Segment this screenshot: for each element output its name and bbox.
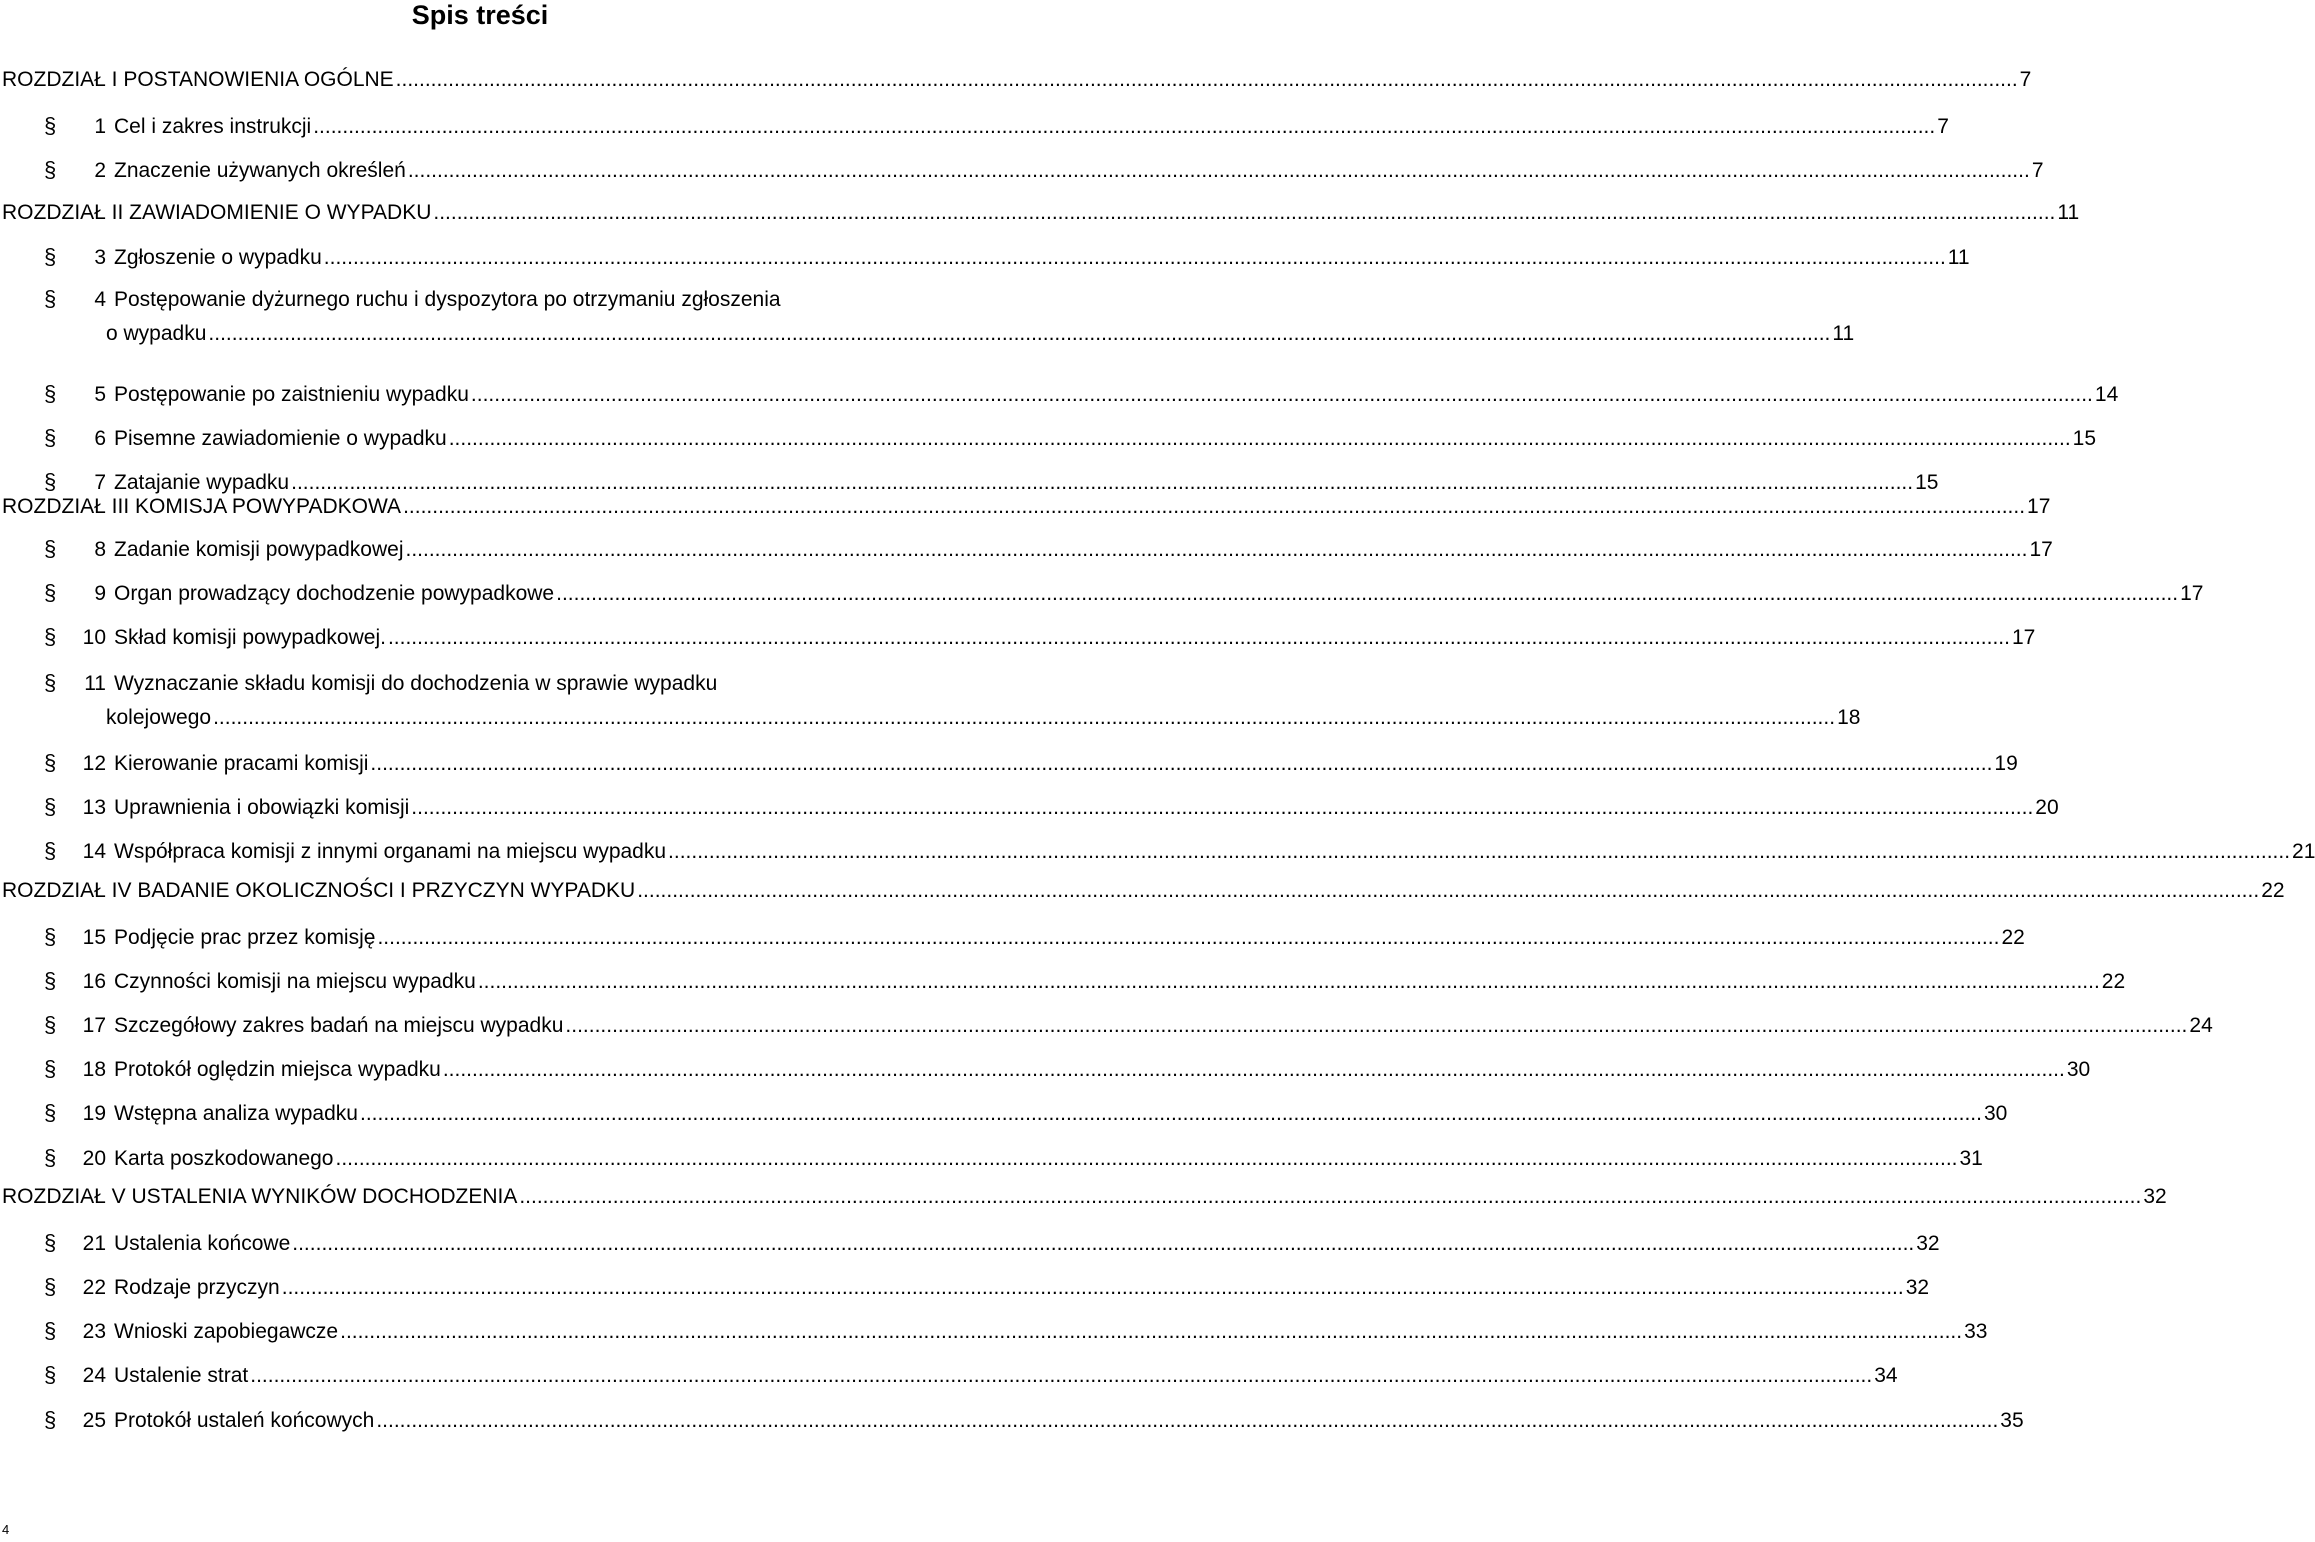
section-sign-icon: §	[44, 750, 57, 775]
page-number: 4	[2, 1522, 10, 1537]
toc-page-number: 17	[2029, 538, 2053, 561]
toc-leader-dots	[403, 490, 2025, 524]
toc-leader-dots	[556, 577, 2178, 611]
toc-chapter-title: ROZDZIAŁ V USTALENIA WYNIKÓW DOCHODZENIA	[2, 1185, 518, 1208]
toc-leader-dots	[408, 154, 2030, 188]
toc-page-number: 24	[2189, 1014, 2213, 1037]
section-sign-icon: §	[44, 1145, 57, 1170]
toc-section-title: Postępowanie po zaistnieniu wypadku	[114, 383, 469, 406]
section-sign-icon: §	[44, 1407, 57, 1432]
section-sign-icon: §	[44, 536, 57, 561]
page-title: Spis treści	[411, 0, 549, 30]
toc-leader-dots	[213, 701, 1835, 735]
toc-leader-dots	[336, 1142, 1958, 1176]
toc-chapter-row	[2, 874, 2285, 908]
section-sign-icon: §	[44, 624, 57, 649]
toc-page-number: 32	[1905, 1276, 1930, 1299]
toc-section-number: 11	[84, 672, 106, 695]
section-sign-icon: §	[44, 381, 57, 406]
toc-leader-dots	[471, 378, 2093, 412]
toc-chapter-title: ROZDZIAŁ IV BADANIE OKOLICZNOŚCI I PRZYCZYN WYPADKU	[2, 879, 636, 902]
toc-chapter-row	[2, 196, 2080, 230]
toc-chapter[interactable]	[2, 196, 2080, 230]
toc-leader-dots	[668, 835, 2290, 869]
toc-section-title: Zadanie komisji powypadkowej	[114, 538, 404, 561]
toc-section-title: Protokół oględzin miejsca wypadku	[114, 1058, 441, 1081]
section-sign-icon: §	[44, 580, 57, 605]
toc-section[interactable]	[44, 421, 2097, 456]
toc-leader-dots	[376, 1404, 1998, 1438]
toc-page-number: 7	[2031, 159, 2044, 182]
toc-leader-dots	[637, 874, 2259, 908]
toc-section-row	[44, 109, 1949, 144]
toc-section-title: Rodzaje przyczyn	[114, 1276, 280, 1299]
section-sign-icon: §	[44, 1012, 57, 1037]
toc-section[interactable]	[44, 964, 2126, 999]
toc-section-number: 21	[82, 1232, 106, 1255]
toc-page-number: 17	[2011, 626, 2036, 649]
toc-leader-dots	[340, 1315, 1962, 1349]
toc-page-number: 22	[2001, 926, 2025, 949]
toc-section-row	[44, 377, 2119, 412]
toc-section-title: Zgłoszenie o wypadku	[114, 246, 322, 269]
toc-section-title: Czynności komisji na miejscu wypadku	[114, 970, 476, 993]
toc-leader-dots	[360, 1097, 1982, 1131]
toc-leader-dots	[411, 791, 2033, 825]
toc-section-number: 12	[82, 752, 106, 775]
toc-section[interactable]	[44, 377, 2119, 412]
toc-section[interactable]	[44, 790, 2059, 825]
toc-page-number: 17	[2027, 495, 2051, 518]
toc-section-title: Kierowanie pracami komisji	[114, 752, 369, 775]
toc-section-row	[44, 576, 2204, 611]
toc-section-row	[44, 1314, 1988, 1349]
toc-section-number: 23	[82, 1320, 106, 1343]
section-sign-icon: §	[44, 157, 57, 182]
toc-section-number: 8	[94, 538, 106, 561]
section-sign-icon: §	[44, 1100, 57, 1125]
toc-section-row	[44, 790, 2059, 825]
toc-section-number: 22	[82, 1276, 106, 1299]
toc-section-number: 13	[82, 796, 106, 819]
section-sign-icon: §	[44, 1230, 57, 1255]
toc-chapter[interactable]	[2, 874, 2285, 908]
toc-section[interactable]	[44, 532, 2053, 567]
toc-section-title: Podjęcie prac przez komisję	[114, 926, 376, 949]
section-sign-icon: §	[44, 286, 57, 311]
toc-section-row	[44, 964, 2126, 999]
toc-page-number: 33	[1964, 1320, 1988, 1343]
toc-section-number: 7	[94, 471, 106, 494]
toc-leader-dots	[449, 422, 2071, 456]
toc-section-row	[44, 1052, 2091, 1087]
section-sign-icon: §	[44, 968, 57, 993]
section-sign-icon: §	[44, 1274, 57, 1299]
toc-section-title: Ustalenia końcowe	[114, 1232, 291, 1255]
toc-leader-dots	[282, 1271, 1904, 1305]
toc-section-title: Ustalenie strat	[114, 1364, 249, 1387]
toc-chapter-title: ROZDZIAŁ I POSTANOWIENIA OGÓLNE	[2, 68, 394, 91]
toc-page-number: 31	[1959, 1147, 1983, 1170]
toc-section[interactable]	[44, 1270, 1930, 1305]
toc-section-number: 5	[94, 383, 106, 406]
toc-section[interactable]	[44, 1314, 1988, 1349]
toc-section-row	[44, 282, 958, 317]
section-sign-icon: §	[44, 924, 57, 949]
toc-section-number: 15	[82, 926, 106, 949]
toc-page-number: 15	[1915, 471, 1939, 494]
toc-section-number: 16	[82, 970, 106, 993]
toc-page-number: 22	[2261, 879, 2285, 902]
toc-section-title: Uprawnienia i obowiązki komisji	[114, 796, 410, 819]
toc-section-row	[44, 1008, 2213, 1043]
toc-section-row	[44, 834, 2315, 869]
toc-section-title: Organ prowadzący dochodzenie powypadkowe	[114, 582, 555, 605]
toc-page-number: 11	[1832, 322, 1855, 345]
toc-chapter[interactable]	[2, 1180, 2167, 1214]
section-sign-icon: §	[44, 670, 57, 695]
toc-leader-dots	[405, 533, 2027, 567]
toc-section-number: 25	[82, 1409, 106, 1432]
toc-page-number: 32	[1916, 1232, 1940, 1255]
toc-page-number: 14	[2094, 383, 2119, 406]
toc-page-number: 15	[2072, 427, 2097, 450]
toc-section-number: 1	[94, 115, 106, 138]
toc-section[interactable]	[44, 1008, 2213, 1043]
toc-section[interactable]	[44, 920, 2025, 955]
toc-chapter[interactable]	[2, 490, 2051, 524]
toc-page-number: 35	[2000, 1409, 2024, 1432]
toc-section-title: Karta poszkodowanego	[114, 1147, 334, 1170]
toc-section-row	[44, 421, 2097, 456]
toc-section[interactable]	[44, 1141, 1983, 1176]
toc-section-number: 6	[94, 427, 106, 450]
toc-section-number: 24	[82, 1364, 106, 1387]
toc-leader-dots	[433, 196, 2055, 230]
toc-section[interactable]	[44, 109, 1949, 144]
toc-page-number: 32	[2143, 1185, 2167, 1208]
toc-leader-dots	[388, 621, 2010, 655]
toc-section-row	[44, 153, 2044, 188]
toc-section[interactable]	[44, 1226, 1940, 1261]
toc-chapter-row	[2, 490, 2051, 524]
toc-section-row	[44, 666, 958, 701]
toc-leader-dots	[519, 1180, 2141, 1214]
toc-section-number: 2	[94, 159, 106, 182]
toc-page-number: 34	[1874, 1364, 1898, 1387]
toc-leader-dots	[377, 921, 1999, 955]
toc-section-row	[44, 240, 1970, 275]
toc-page-number: 22	[2101, 970, 2126, 993]
toc-section-title: Znaczenie używanych określeń	[114, 159, 406, 182]
toc-section-title: Pisemne zawiadomienie o wypadku	[114, 427, 447, 450]
toc-section-title: Szczegółowy zakres badań na miejscu wypadku	[114, 1014, 564, 1037]
toc-section-title: Wyznaczanie składu komisji do dochodzenia w sprawie wypadku	[114, 672, 718, 695]
toc-section[interactable]	[44, 620, 2036, 655]
toc-page-number: 21	[2292, 840, 2315, 863]
toc-section-number: 9	[94, 582, 106, 605]
toc-section-number: 17	[82, 1014, 106, 1037]
toc-page-number: 30	[1983, 1102, 2008, 1125]
toc-section[interactable]	[44, 576, 2204, 611]
toc-section[interactable]	[44, 1403, 2024, 1438]
toc-section[interactable]	[44, 834, 2315, 869]
toc-section-title: Wstępna analiza wypadku	[114, 1102, 358, 1125]
toc-leader-dots	[478, 965, 2100, 999]
toc-page-number: 11	[1947, 246, 1970, 269]
toc-section-title: Protokół ustaleń końcowych	[114, 1409, 375, 1432]
toc-section-title-continued: o wypadku	[106, 322, 207, 345]
section-sign-icon: §	[44, 425, 57, 450]
toc-section-row	[44, 620, 2036, 655]
toc-section-title: Postępowanie dyżurnego ruchu i dyspozytora po otrzymaniu zgłoszenia	[114, 288, 781, 311]
toc-page-number: 11	[2057, 201, 2080, 224]
toc-section[interactable]	[44, 153, 2044, 188]
toc-leader-dots	[208, 317, 1830, 351]
section-sign-icon: §	[44, 1362, 57, 1387]
toc-section[interactable]	[44, 746, 2018, 781]
toc-leader-dots	[443, 1053, 2065, 1087]
toc-section-title: Wnioski zapobiegawcze	[114, 1320, 339, 1343]
section-sign-icon: §	[44, 469, 57, 494]
toc-leader-dots	[250, 1359, 1872, 1393]
toc-section-number: 20	[82, 1147, 106, 1170]
toc-section-continuation	[44, 317, 1855, 351]
toc-section-row	[44, 1096, 2008, 1131]
section-sign-icon: §	[44, 838, 57, 863]
toc-leader-dots	[324, 241, 1946, 275]
toc-leader-dots	[313, 110, 1935, 144]
toc-page-number: 30	[2066, 1058, 2091, 1081]
toc-section-number: 18	[82, 1058, 106, 1081]
toc-chapter-row	[2, 1180, 2167, 1214]
toc-section-title: Cel i zakres instrukcji	[114, 115, 312, 138]
section-sign-icon: §	[44, 1056, 57, 1081]
toc-section[interactable]	[44, 1358, 1898, 1393]
toc-section-row	[44, 1226, 1940, 1261]
toc-section-title-continued: kolejowego	[106, 706, 212, 729]
toc-page-number: 7	[1937, 115, 1949, 138]
toc-page-number: 17	[2180, 582, 2204, 605]
section-sign-icon: §	[44, 244, 57, 269]
toc-section[interactable]	[44, 666, 1861, 735]
toc-section-title: Zatajanie wypadku	[114, 471, 290, 494]
toc-chapter[interactable]	[2, 63, 2032, 97]
toc-page-number: 19	[1994, 752, 2018, 775]
toc-chapter-title: ROZDZIAŁ III KOMISJA POWYPADKOWA	[2, 495, 402, 518]
toc-section-row	[44, 920, 2025, 955]
section-sign-icon: §	[44, 113, 57, 138]
section-sign-icon: §	[44, 794, 57, 819]
toc-section[interactable]	[44, 282, 1855, 351]
toc-chapter-title: ROZDZIAŁ II ZAWIADOMIENIE O WYPADKU	[2, 201, 432, 224]
toc-section-continuation	[44, 701, 1861, 735]
toc-section-number: 10	[82, 626, 106, 649]
toc-section-row	[44, 1358, 1898, 1393]
toc-leader-dots	[370, 747, 1992, 781]
toc-section-row	[44, 746, 2018, 781]
toc-section-number: 3	[94, 246, 106, 269]
toc-section[interactable]	[44, 240, 1970, 275]
toc-page-number: 20	[2035, 796, 2059, 819]
toc-section-row	[44, 532, 2053, 567]
toc-page-number: 7	[2019, 68, 2032, 91]
section-sign-icon: §	[44, 1318, 57, 1343]
toc-chapter-row	[2, 63, 2032, 97]
toc-section-row	[44, 1141, 1983, 1176]
toc-leader-dots	[565, 1009, 2187, 1043]
toc-section-title: Współpraca komisji z innymi organami na miejscu wypadku	[114, 840, 667, 863]
toc-leader-dots	[292, 1227, 1914, 1261]
toc-section-number: 4	[94, 288, 106, 311]
toc-section-row	[44, 1270, 1930, 1305]
toc-section-number: 14	[82, 840, 106, 863]
toc-section-number: 19	[82, 1102, 106, 1125]
toc-section[interactable]	[44, 1052, 2091, 1087]
toc-section[interactable]	[44, 1096, 2008, 1131]
toc-page-number: 18	[1837, 706, 1861, 729]
toc-section-row	[44, 1403, 2024, 1438]
toc-section-title: Skład komisji powypadkowej.	[114, 626, 386, 649]
toc-leader-dots	[396, 63, 2018, 97]
